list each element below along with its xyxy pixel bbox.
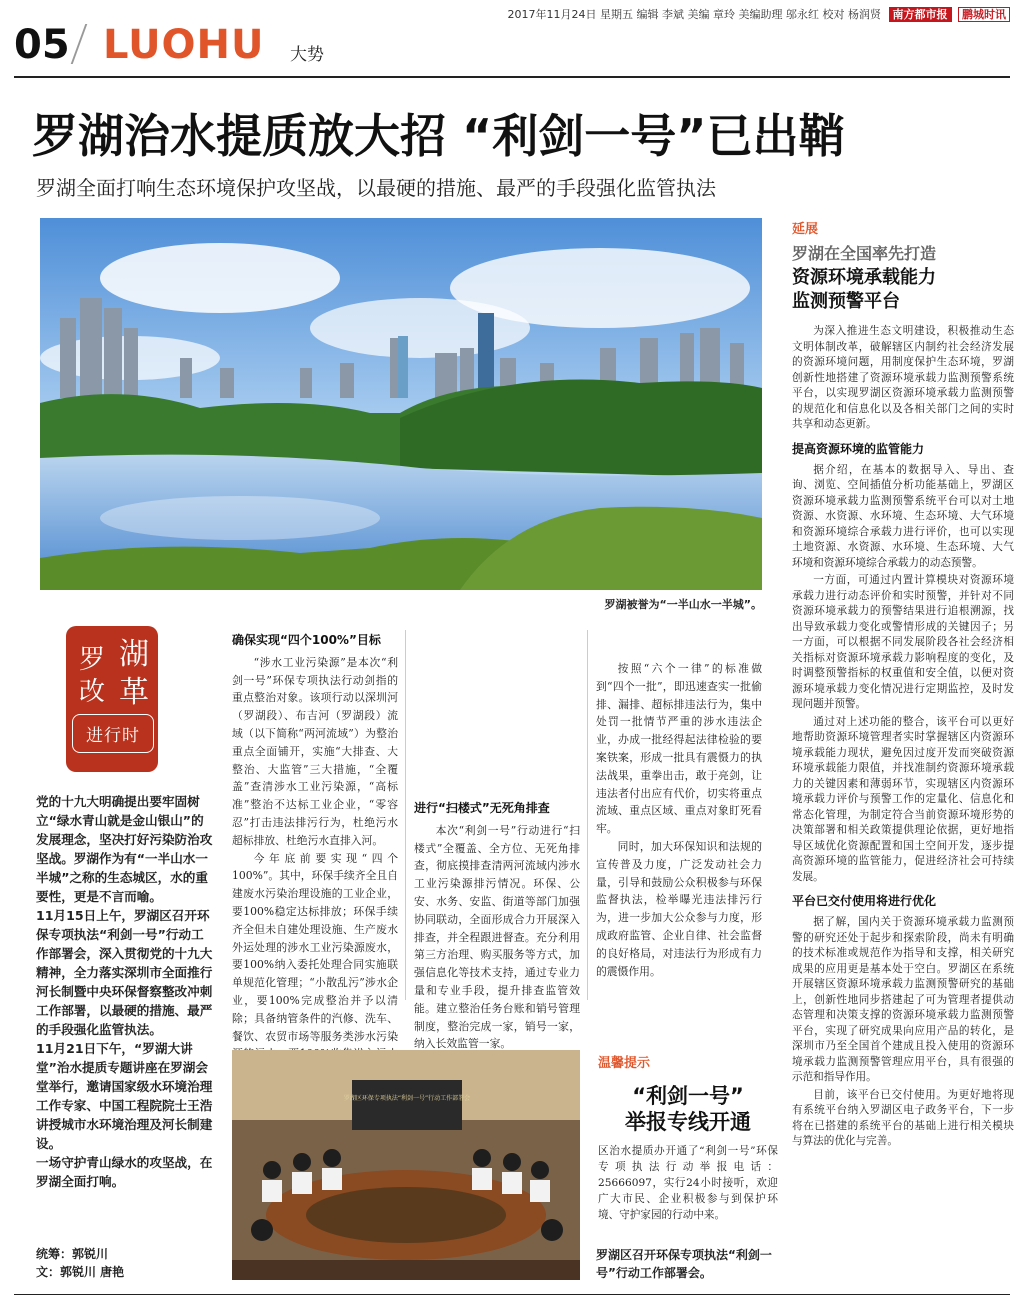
seal-chars-left: 罗改 — [78, 645, 105, 707]
footer-rule — [14, 1294, 1010, 1295]
lead-paragraph: 一场守护青山绿水的攻坚战，在罗湖全面打响。 — [36, 1155, 213, 1189]
sidebar-paragraph: 通过对上述功能的整合，该平台可以更好地帮助资源环境管理者实时掌握辖区内资源环境承载能力现状，避免因过度开发而突破资源环境承载能力限值，并找准制约资源环境承载力的关键因素和薄弱环节，实现辖区内资源环境承载力评价与预警工作的定量化、信息化和常态化管理，为制定符合当前资源环境形势的决策部署和相关政策提供理论依据，更好地指导区域优化资源配置和国土空间开发，逐步提高资源环境的监管能力，促进经济社会可持续发展。 — [792, 715, 1014, 883]
meeting-illustration — [232, 1050, 580, 1280]
tips-tag: 温馨提示 — [598, 1056, 651, 1071]
seal-chars-right: 湖革 — [119, 637, 149, 710]
sidebar-paragraph: 为深入推进生态文明建设，积极推动生态文明体制改革，破解辖区内制约社会经济发展的资源环境问题，用制度保护生态环境，罗湖创新性地搭建了资源环境承载力监测预警系统平台，以实现罗湖区资源环境承载力监测预警的规范化和信息化以及各相关部门之间的实时共享和动态更新。 — [792, 325, 1014, 430]
sidebar-tag: 延展 — [792, 222, 819, 237]
section-subtitle: 大势 — [290, 45, 324, 65]
subheadline: 罗湖全面打响生态环境保护攻坚战，以最硬的措施、最严的手段强化监管执法 — [36, 176, 716, 200]
body-column-1 — [232, 632, 398, 1081]
meeting-photo-caption: 罗湖区召开环保专项执法“利剑一号”行动工作部署会。 — [596, 1248, 772, 1280]
sidebar-subheading: 平台已交付使用将进行优化 — [792, 894, 937, 908]
body-paragraph: 今年底前要实现“四个100%”。其中，环保手续齐全且自建废水污染治理设施的工业企业，要100%稳定达标排放；环保手续齐全但未自建处理设施、生产废水外运处理的涉水工业污染源废水，要100%纳入委托处理合同实施联单规范化管理；“小散乱污”涉水企业，要100%完成整治并予以清除；具备纳管条件的汽修、洗车、餐饮、农贸市场等服务类涉水污染 — [232, 851, 398, 1043]
section-name: LUOHU — [103, 22, 265, 68]
sidebar-paragraph: 目前，该平台已交付使用。为更好地将现有系统平台纳入罗湖区电子政务平台，下一步将在已搭建的系统平台的基础上进行相关模块与算法的优化与完善。 — [792, 1088, 1014, 1147]
sidebar-paragraph: 据了解，国内关于资源环境承载力监测预警的研究还处于起步和探索阶段，尚未有明确的技术标准或规范作为指导和支撑，相关研究成果的应用更是基本处于空白。罗湖区在系统开展辖区资源环境承载力监测预警研究的基础上，创新性地同步搭建起了可为管理者提供动态管理和决策支撑的资源环境承载力监测预警平台，实现了研究成果向应用产品的转化，是深圳市乃至全国首个建成且投入使用的资源环境承载力监测预警管理应用平台，具有很强的示范和指导作用。 — [792, 916, 1014, 1083]
lead-column — [36, 792, 216, 1191]
banner-text: 罗湖区环保专项执法“利剑一号”行动工作部署会 — [343, 1095, 471, 1102]
byline — [36, 1245, 216, 1281]
sidebar-title — [792, 266, 1014, 314]
dateline: 2017年11月24日 星期五 编辑 李斌 美编 章玲 美编助理 邬永红 校对 杨润贤 — [507, 8, 881, 21]
lead-paragraph: 11月21日下午，“罗湖大讲堂”治水提质专题讲座在罗湖会堂举行，邀请国家级水环境治理工作专家、中国工程院院士王浩讲授城市水环境治理及河长制建设。 — [36, 1041, 213, 1151]
supplement-logo: 鹏城时讯 — [958, 7, 1010, 22]
lead-paragraph: 党的十九大明确提出要牢固树立“绿水青山就是金山银山”的发展理念，坚决打好污染防治攻坚战。罗湖作为有“一半山水一半城”之称的生态城区，水的重要性，更是不言而喻。 — [36, 794, 213, 904]
seal-bottom: 进行时 — [72, 714, 154, 753]
tips-title-line1: “利剑一号” — [632, 1084, 744, 1108]
divider-slash — [71, 24, 88, 64]
tips-title-line2: 举报专线开通 — [625, 1110, 751, 1134]
column-divider — [587, 630, 588, 1000]
skyline-illustration — [40, 218, 762, 590]
body-paragraph: 按照“六个一律”的标准做到“四个一批”，即迅速查实一批偷排、漏排、超标排违法行为，集中处罚一批情节严重的涉水违法企业，办成一批经得起法律检验的要案铁案，形成一批具有震慑力的执法战果，重拳出击，敢于亮剑，让违法者付出应有代价，切实将重点流域、重点区域、重点对象盯死看牢。 — [596, 662, 762, 836]
tips-box — [598, 1052, 778, 1223]
body-subheading: 确保实现“四个100%”目标 — [232, 633, 381, 647]
body-subheading: 进行“扫楼式”无死角排查 — [414, 801, 550, 815]
sidebar-title-line2: 监测预警平台 — [792, 291, 900, 312]
column-seal-logo — [66, 626, 158, 772]
body-paragraph: “涉水工业污染源”是本次“利剑一号”环保专项执法行动剑指的重点整治对象。该项行动以深圳河（罗湖段）、布吉河（罗湖段）流域（以下简称“两河流域”）为整治重点全面铺开，实施“大排查、大整治、大监管”三大措施，“全覆盖”查清涉水工业污染源，“高标准”整治不达标工业企业，“零容忍”打击违法排污行为，杜绝污水超标排放、杜绝污水直排入河。 — [232, 655, 398, 847]
sidebar-paragraph: 据介绍，在基本的数据导入、导出、查询、浏览、空间插值分析功能基础上，罗湖区资源环境承载力监测预警系统平台可以对土地资源、水资源、水环境、生态环境、大气环境和资源环境综合承载力进行评价，也可以实现土地资源、水资源、水环境、生态环境、大气环境和资源环境综合承载力的动态预警。 — [792, 463, 1014, 569]
header-rule — [14, 76, 1010, 78]
body-paragraph: 同时，加大环保知识和法规的宣传普及力度，广泛发动社会力量，引导和鼓励公众积极参与环保监督执法，检举曝光违法排污行为，进一步加大公众参与力度，形成政府监管、企业自律、社会监督的良好格局，对违法行为形成有力的震慑作用。 — [596, 839, 762, 978]
byline-editor: 统筹：郭锐川 — [36, 1247, 109, 1261]
sidebar-title-line1: 资源环境承载能力 — [792, 267, 936, 288]
body-column-3 — [596, 660, 762, 980]
lead-paragraph: 11月15日上午，罗湖区召开环保专项执法“利剑一号”行动工作部署会，深入贯彻党的十九大精神，全力落实深圳市全面推行河长制暨中央环保督察整改冲刺工作部署，以最硬的措施、最严的手段强化监管执法。 — [36, 908, 213, 1037]
body-paragraph: 本次“利剑一号”行动进行“扫楼式”全覆盖、全方位、无死角排查，彻底摸排查清两河流域内涉水工业污染源排污情况。环保、公安、水务、安监、街道等部门加强协同联动，全面形成合力开展深入排查，并全程跟进督查。充分利用第三方治理、购买服务等方式，加强信息化等技术支持，通过专业力量和专业手段，提升排查监管效能。建立整治任务台账和销号管理制度，整治完成一家，销号一家，纳入长效监管一家。 — [414, 823, 580, 1051]
meeting-photo — [232, 1050, 580, 1280]
byline-writer: 文：郭锐川 唐艳 — [36, 1265, 125, 1279]
sidebar-feature — [792, 218, 1014, 1152]
tips-body: 区治水提质办开通了“利剑一号”环保专项执法行动举报电话：25666097，实行24小时接听，欢迎广大市民、企业积极参与到保护环境、守护家园的行动中来。 — [598, 1145, 778, 1221]
newspaper-logo: 南方都市报 — [889, 7, 952, 22]
city-skyline-photo — [40, 218, 762, 590]
sidebar-kicker: 罗湖在全国率先打造 — [792, 244, 937, 263]
column-divider — [405, 630, 406, 1000]
sidebar-paragraph: 一方面，可通过内置计算模块对资源环境承载力进行动态评价和实时预警，并针对不同资源环境承载力的预警结果进行追根溯源，找出导致承载力变化或警情形成的关键因子；另一方面，可以根据不同发展阶段各社会经济相关指标对资源环境承载力影响程度的变化，及时调整预警指标的权重值和安全值，以便对资源环境承载力变化情况进行定期监控，及时发现问题并预警。 — [792, 574, 1014, 710]
page-number: 05 — [14, 22, 70, 68]
sidebar-subheading: 提高资源环境的监管能力 — [792, 441, 925, 456]
headline: 罗湖治水提质放大招 “利剑一号”已出鞘 — [32, 109, 845, 163]
tips-title — [598, 1083, 778, 1135]
photo-caption: 罗湖被誉为“一半山水一半城”。 — [604, 598, 762, 611]
body-column-2 — [414, 800, 580, 1053]
